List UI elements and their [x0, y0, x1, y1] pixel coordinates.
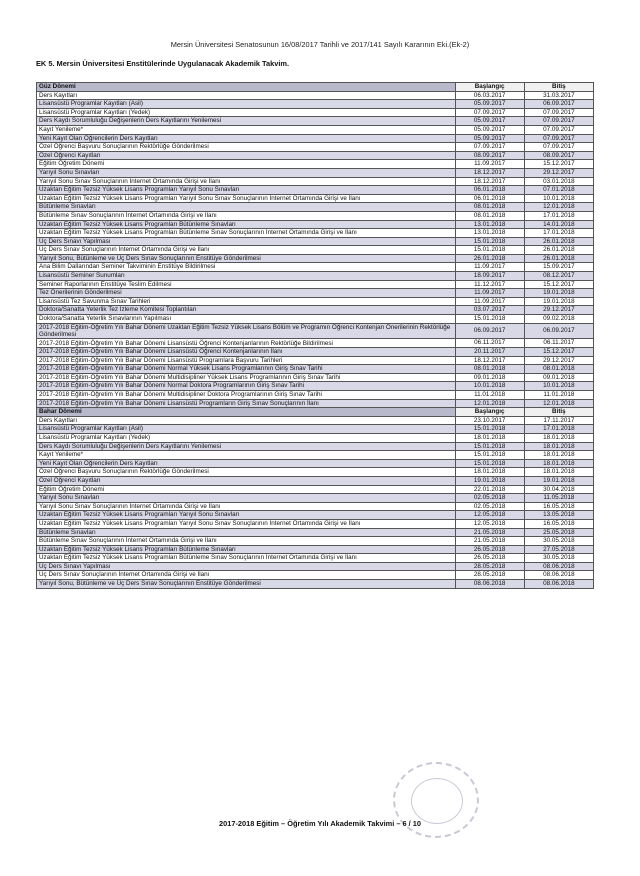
end-date: 25.05.2018	[524, 528, 593, 537]
start-date: 15.01.2018	[455, 315, 524, 324]
event-name: Kayıt Yenileme*	[37, 125, 456, 134]
calendar-row	[37, 306, 594, 315]
start-date: 15.01.2018	[455, 246, 524, 255]
end-date: 08.01.2018	[524, 365, 593, 374]
event-name: 2017-2018 Eğitim-Öğretim Yılı Bahar Dönemi Multidisipliner Doktora Programlarının Giriş Sınav Tarihi	[37, 391, 456, 400]
start-date: 12.01.2018	[455, 399, 524, 408]
start-date: 15.01.2018	[455, 237, 524, 246]
start-date: 05.09.2017	[455, 125, 524, 134]
event-name: Ders Kaydı Sorumluluğu Değişenlerin Ders Kayıtlarını Yenilemesi	[37, 442, 456, 451]
start-date: 07.09.2017	[455, 108, 524, 117]
end-date: 07.09.2017	[524, 143, 593, 152]
calendar-row	[37, 125, 594, 134]
end-date: 29.12.2017	[524, 306, 593, 315]
calendar-row	[37, 571, 594, 580]
start-date: 09.01.2018	[455, 373, 524, 382]
end-date: 17.01.2018	[524, 229, 593, 238]
end-date: 30.05.2018	[524, 537, 593, 546]
start-date: 15.01.2018	[455, 442, 524, 451]
event-name: Üç Ders Sınav Sonuçlarının İnternet Ortamında Girişi ve İlanı	[37, 246, 456, 255]
end-date: 13.05.2018	[524, 511, 593, 520]
event-name: Lisansüstü Programlar Kayıtları (Asil)	[37, 100, 456, 109]
section-title: Bahar Dönemi	[37, 408, 456, 417]
start-date: 18.01.2018	[455, 468, 524, 477]
calendar-row	[37, 348, 594, 357]
end-date: 09.01.2018	[524, 373, 593, 382]
event-name: Kayıt Yenileme*	[37, 451, 456, 460]
calendar-row	[37, 117, 594, 126]
calendar-row	[37, 289, 594, 298]
event-name: Eğitim Öğretim Dönemi	[37, 160, 456, 169]
end-date: 31.03.2017	[524, 91, 593, 100]
end-date: 26.01.2018	[524, 246, 593, 255]
start-date: 11.09.2017	[455, 160, 524, 169]
document-subtitle: EK 5. Mersin Üniversitesi Enstitülerinde Uygulanacak Akademik Takvim.	[36, 59, 290, 68]
event-name: Lisansüstü Programlar Kayıtları (Yedek)	[37, 108, 456, 117]
end-column-header: Bitiş	[524, 83, 593, 92]
event-name: Uzaktan Eğitim Tezsiz Yüksek Lisans Programları Bütünleme Sınavları	[37, 220, 456, 229]
event-name: Yarıyıl Sonu, Bütünleme ve Üç Ders Sınav Sonuçlarının Enstitüye Gönderilmesi	[37, 580, 456, 589]
end-date: 30.04.2018	[524, 485, 593, 494]
calendar-row	[37, 459, 594, 468]
section-header-row	[37, 408, 594, 417]
event-name: Lisansüstü Tez Savunma Sınav Tarihleri	[37, 297, 456, 306]
end-date: 08.12.2017	[524, 272, 593, 281]
end-date: 19.01.2018	[524, 297, 593, 306]
start-date: 03.07.2017	[455, 306, 524, 315]
end-date: 08.06.2018	[524, 562, 593, 571]
event-name: Yarıyıl Sonu, Bütünleme ve Üç Ders Sınav Sonuçlarının Enstitüye Gönderilmesi	[37, 254, 456, 263]
end-date: 07.09.2017	[524, 117, 593, 126]
start-date: 06.11.2017	[455, 339, 524, 348]
start-date: 05.09.2017	[455, 100, 524, 109]
start-date: 08.01.2018	[455, 211, 524, 220]
start-date: 13.01.2018	[455, 229, 524, 238]
end-date: 06.09.2017	[524, 323, 593, 339]
start-date: 28.05.2018	[455, 562, 524, 571]
event-name: 2017-2018 Eğitim-Öğretim Yılı Bahar Dönemi Lisansüstü Programlara Başvuru Tarihleri	[37, 356, 456, 365]
end-date: 18.01.2018	[524, 442, 593, 451]
start-date: 28.05.2018	[455, 571, 524, 580]
calendar-row	[37, 237, 594, 246]
calendar-row	[37, 511, 594, 520]
start-date: 05.09.2017	[455, 134, 524, 143]
start-date: 08.01.2018	[455, 365, 524, 374]
end-date: 18.01.2018	[524, 451, 593, 460]
end-date: 07.09.2017	[524, 134, 593, 143]
event-name: Uzaktan Eğitim Tezsiz Yüksek Lisans Programları Yarıyıl Sonu Sınavları	[37, 186, 456, 195]
end-date: 14.01.2018	[524, 220, 593, 229]
end-date: 11.05.2018	[524, 494, 593, 503]
event-name: Bütünleme Sınavları	[37, 528, 456, 537]
end-date: 19.01.2018	[524, 289, 593, 298]
calendar-row	[37, 323, 594, 339]
calendar-row	[37, 272, 594, 281]
calendar-row	[37, 263, 594, 272]
start-date: 11.09.2017	[455, 263, 524, 272]
calendar-row	[37, 151, 594, 160]
end-date: 08.06.2018	[524, 571, 593, 580]
start-date: 11.09.2017	[455, 289, 524, 298]
end-date: 07.09.2017	[524, 125, 593, 134]
calendar-row	[37, 108, 594, 117]
event-name: Uzaktan Eğitim Tezsiz Yüksek Lisans Programları Bütünleme Sınav Sonuçlarının İnternet Ortamında Girişi ve İlanı	[37, 229, 456, 238]
calendar-row	[37, 356, 594, 365]
calendar-row	[37, 451, 594, 460]
calendar-row	[37, 537, 594, 546]
start-date: 18.12.2017	[455, 356, 524, 365]
end-date: 15.12.2017	[524, 280, 593, 289]
calendar-row	[37, 246, 594, 255]
calendar-row	[37, 519, 594, 528]
calendar-row	[37, 382, 594, 391]
calendar-row	[37, 442, 594, 451]
end-date: 29.12.2017	[524, 168, 593, 177]
start-date: 12.05.2018	[455, 519, 524, 528]
section-header-row	[37, 83, 594, 92]
end-date: 10.01.2018	[524, 194, 593, 203]
calendar-row	[37, 160, 594, 169]
end-date: 30.05.2018	[524, 554, 593, 563]
start-date: 18.01.2018	[455, 433, 524, 442]
calendar-row	[37, 211, 594, 220]
start-date: 05.09.2017	[455, 117, 524, 126]
end-date: 06.09.2017	[524, 100, 593, 109]
end-date: 27.05.2018	[524, 545, 593, 554]
calendar-row	[37, 91, 594, 100]
event-name: Uzaktan Eğitim Tezsiz Yüksek Lisans Programları Yarıyıl Sonu Sınav Sonuçlarının İnternet Ortamında Girişi ve İlanı	[37, 194, 456, 203]
calendar-row	[37, 528, 594, 537]
calendar-row	[37, 416, 594, 425]
calendar-row	[37, 399, 594, 408]
event-name: Lisansüstü Seminer Sunumları	[37, 272, 456, 281]
end-date: 03.01.2018	[524, 177, 593, 186]
event-name: Bütünleme Sınav Sonuçlarının İnternet Ortamında Girişi ve İlanı	[37, 211, 456, 220]
event-name: Yeni Kayıt Olan Öğrencilerin Ders Kayıtları	[37, 134, 456, 143]
event-name: Üç Ders Sınav Sonuçlarının İnternet Ortamında Girişi ve İlanı	[37, 571, 456, 580]
start-date: 15.01.2018	[455, 451, 524, 460]
document-header: Mersin Üniversitesi Senatosunun 16/08/2017 Tarihli ve 2017/141 Sayılı Kararının Eki.(Ek-2)	[170, 40, 470, 49]
event-name: Uzaktan Eğitim Tezsiz Yüksek Lisans Programları Bütünleme Sınavları	[37, 545, 456, 554]
event-name: Uzaktan Eğitim Tezsiz Yüksek Lisans Programları Bütünleme Sınav Sonuçlarının İnternet Ortamında Girişi ve İlanı	[37, 554, 456, 563]
calendar-row	[37, 391, 594, 400]
end-date: 18.01.2018	[524, 468, 593, 477]
calendar-row	[37, 373, 594, 382]
calendar-row	[37, 502, 594, 511]
event-name: 2017-2018 Eğitim-Öğretim Yılı Bahar Dönemi Lisansüstü Öğrenci Kontenjanlarının Rektörlüğe Bildirilmesi	[37, 339, 456, 348]
event-name: Uzaktan Eğitim Tezsiz Yüksek Lisans Programları Yarıyıl Sonu Sınavları	[37, 511, 456, 520]
calendar-table	[36, 82, 594, 589]
end-date: 06.11.2017	[524, 339, 593, 348]
calendar-row	[37, 485, 594, 494]
end-date: 26.01.2018	[524, 254, 593, 263]
calendar-row	[37, 339, 594, 348]
calendar-row	[37, 229, 594, 238]
event-name: 2017-2018 Eğitim-Öğretim Yılı Bahar Dönemi Multidisipliner Yüksek Lisans Programlarının Giriş Sınav Tarihi	[37, 373, 456, 382]
start-date: 02.05.2018	[455, 494, 524, 503]
end-date: 15.12.2017	[524, 348, 593, 357]
event-name: Lisansüstü Programlar Kayıtları (Asil)	[37, 425, 456, 434]
event-name: 2017-2018 Eğitim-Öğretim Yılı Bahar Dönemi Normal Doktora Programlarının Giriş Sınav Tarihi	[37, 382, 456, 391]
event-name: Bütünleme Sınav Sonuçlarının İnternet Ortamında Girişi ve İlanı	[37, 537, 456, 546]
end-date: 07.01.2018	[524, 186, 593, 195]
calendar-row	[37, 562, 594, 571]
event-name: Doktora/Sanatta Yeterlik Sınavlarının Yapılması	[37, 315, 456, 324]
event-name: Üç Ders Sınavı Yapılması	[37, 562, 456, 571]
event-name: Doktora/Sanatta Yeterlik Tez İzleme Komitesi Toplantıları	[37, 306, 456, 315]
start-date: 12.05.2018	[455, 511, 524, 520]
calendar-row	[37, 315, 594, 324]
start-date: 21.05.2018	[455, 528, 524, 537]
start-date: 15.01.2018	[455, 425, 524, 434]
start-date: 08.01.2018	[455, 203, 524, 212]
document-footer: 2017-2018 Eğitim – Öğretim Yılı Akademik Takvimi – 6 / 10	[219, 819, 421, 828]
calendar-row	[37, 476, 594, 485]
start-date: 18.12.2017	[455, 168, 524, 177]
academic-calendar	[36, 82, 594, 589]
start-date: 15.01.2018	[455, 459, 524, 468]
end-date: 18.01.2018	[524, 459, 593, 468]
start-date: 26.01.2018	[455, 254, 524, 263]
start-date: 23.10.2017	[455, 416, 524, 425]
event-name: Ana Bilim Dallarından Seminer Takviminin Enstitüye Bildirilmesi	[37, 263, 456, 272]
calendar-row	[37, 220, 594, 229]
start-date: 11.12.2017	[455, 280, 524, 289]
end-date: 08.06.2018	[524, 580, 593, 589]
event-name: Yarıyıl Sonu Sınavları	[37, 168, 456, 177]
calendar-row	[37, 134, 594, 143]
event-name: 2017-2018 Eğitim-Öğretim Yılı Bahar Dönemi Normal Yüksek Lisans Programlarının Giriş Sınav Tarihi	[37, 365, 456, 374]
start-date: 19.01.2018	[455, 476, 524, 485]
start-date: 06.03.2017	[455, 91, 524, 100]
calendar-row	[37, 280, 594, 289]
end-date: 26.01.2018	[524, 237, 593, 246]
event-name: Özel Öğrenci Kayıtları	[37, 151, 456, 160]
start-date: 08.09.2017	[455, 151, 524, 160]
end-date: 17.01.2018	[524, 211, 593, 220]
start-date: 02.05.2018	[455, 502, 524, 511]
end-date: 18.01.2018	[524, 433, 593, 442]
start-date: 13.01.2018	[455, 220, 524, 229]
start-date: 07.09.2017	[455, 143, 524, 152]
start-date: 06.01.2018	[455, 194, 524, 203]
start-column-header: Başlangıç	[455, 83, 524, 92]
end-date: 12.01.2018	[524, 399, 593, 408]
calendar-row	[37, 468, 594, 477]
calendar-row	[37, 143, 594, 152]
end-date: 10.01.2018	[524, 382, 593, 391]
event-name: 2017-2018 Eğitim-Öğretim Yılı Bahar Dönemi Lisansüstü Programların Giriş Sınav Sonuçlarının İlanı	[37, 399, 456, 408]
calendar-row	[37, 425, 594, 434]
section-title: Güz Dönemi	[37, 83, 456, 92]
event-name: 2017-2018 Eğitim-Öğretim Yılı Bahar Dönemi Uzaktan Eğitim Tezsiz Yüksek Lisans Bölüm ve Programın Öğrenci Kontenjan Önerilerinin Rektörlüğe Gönderilmesi	[37, 323, 456, 339]
end-date: 19.01.2018	[524, 476, 593, 485]
event-name: Özel Öğrenci Başvuru Sonuçlarının Rektörlüğe Gönderilmesi	[37, 143, 456, 152]
calendar-row	[37, 580, 594, 589]
calendar-row	[37, 554, 594, 563]
start-date: 18.12.2017	[455, 177, 524, 186]
end-date: 09.02.2018	[524, 315, 593, 324]
end-date: 11.01.2018	[524, 391, 593, 400]
start-date: 21.05.2018	[455, 537, 524, 546]
event-name: Lisansüstü Programlar Kayıtları (Yedek)	[37, 433, 456, 442]
start-date: 11.01.2018	[455, 391, 524, 400]
start-date: 10.01.2018	[455, 382, 524, 391]
calendar-body	[37, 83, 594, 589]
calendar-row	[37, 433, 594, 442]
event-name: Yarıyıl Sonu Sınav Sonuçlarının İnternet Ortamında Girişi ve İlanı	[37, 502, 456, 511]
calendar-row	[37, 203, 594, 212]
start-date: 26.05.2018	[455, 554, 524, 563]
end-date: 17.01.2018	[524, 425, 593, 434]
end-date: 17.11.2017	[524, 416, 593, 425]
calendar-row	[37, 186, 594, 195]
start-date: 22.01.2018	[455, 485, 524, 494]
start-date: 18.09.2017	[455, 272, 524, 281]
end-date: 29.12.2017	[524, 356, 593, 365]
calendar-row	[37, 168, 594, 177]
end-date: 08.09.2017	[524, 151, 593, 160]
end-column-header: Bitiş	[524, 408, 593, 417]
event-name: Yarıyıl Sonu Sınavları	[37, 494, 456, 503]
calendar-row	[37, 100, 594, 109]
end-date: 07.09.2017	[524, 108, 593, 117]
event-name: Özel Öğrenci Kayıtları	[37, 476, 456, 485]
event-name: Tez Önerilerinin Gönderilmesi	[37, 289, 456, 298]
end-date: 15.09.2017	[524, 263, 593, 272]
event-name: Bütünleme Sınavları	[37, 203, 456, 212]
event-name: Yeni Kayıt Olan Öğrencilerin Ders Kayıtları	[37, 459, 456, 468]
calendar-row	[37, 254, 594, 263]
start-date: 06.01.2018	[455, 186, 524, 195]
event-name: 2017-2018 Eğitim-Öğretim Yılı Bahar Dönemi Lisansüstü Öğrenci Kontenjanlarının İlanı	[37, 348, 456, 357]
start-date: 11.09.2017	[455, 297, 524, 306]
start-date: 20.11.2017	[455, 348, 524, 357]
event-name: Üç Ders Sınavı Yapılması	[37, 237, 456, 246]
event-name: Seminer Raporlarının Enstitüye Teslim Edilmesi	[37, 280, 456, 289]
end-date: 16.05.2018	[524, 502, 593, 511]
end-date: 12.01.2018	[524, 203, 593, 212]
event-name: Yarıyıl Sonu Sınav Sonuçlarının İnternet Ortamında Girişi ve İlanı	[37, 177, 456, 186]
calendar-row	[37, 297, 594, 306]
event-name: Uzaktan Eğitim Tezsiz Yüksek Lisans Programları Yarıyıl Sonu Sınav Sonuçlarının İnternet Ortamında Girişi ve İlanı	[37, 519, 456, 528]
event-name: Ders Kaydı Sorumluluğu Değişenlerin Ders Kayıtlarını Yenilemesi	[37, 117, 456, 126]
calendar-row	[37, 494, 594, 503]
start-date: 26.05.2018	[455, 545, 524, 554]
end-date: 15.12.2017	[524, 160, 593, 169]
event-name: Özel Öğrenci Başvuru Sonuçlarının Rektörlüğe Gönderilmesi	[37, 468, 456, 477]
event-name: Ders Kayıtları	[37, 416, 456, 425]
start-date: 08.06.2018	[455, 580, 524, 589]
end-date: 16.05.2018	[524, 519, 593, 528]
calendar-row	[37, 177, 594, 186]
event-name: Ders Kayıtları	[37, 91, 456, 100]
start-date: 06.09.2017	[455, 323, 524, 339]
event-name: Eğitim Öğretim Dönemi	[37, 485, 456, 494]
calendar-row	[37, 545, 594, 554]
start-column-header: Başlangıç	[455, 408, 524, 417]
calendar-row	[37, 365, 594, 374]
calendar-row	[37, 194, 594, 203]
